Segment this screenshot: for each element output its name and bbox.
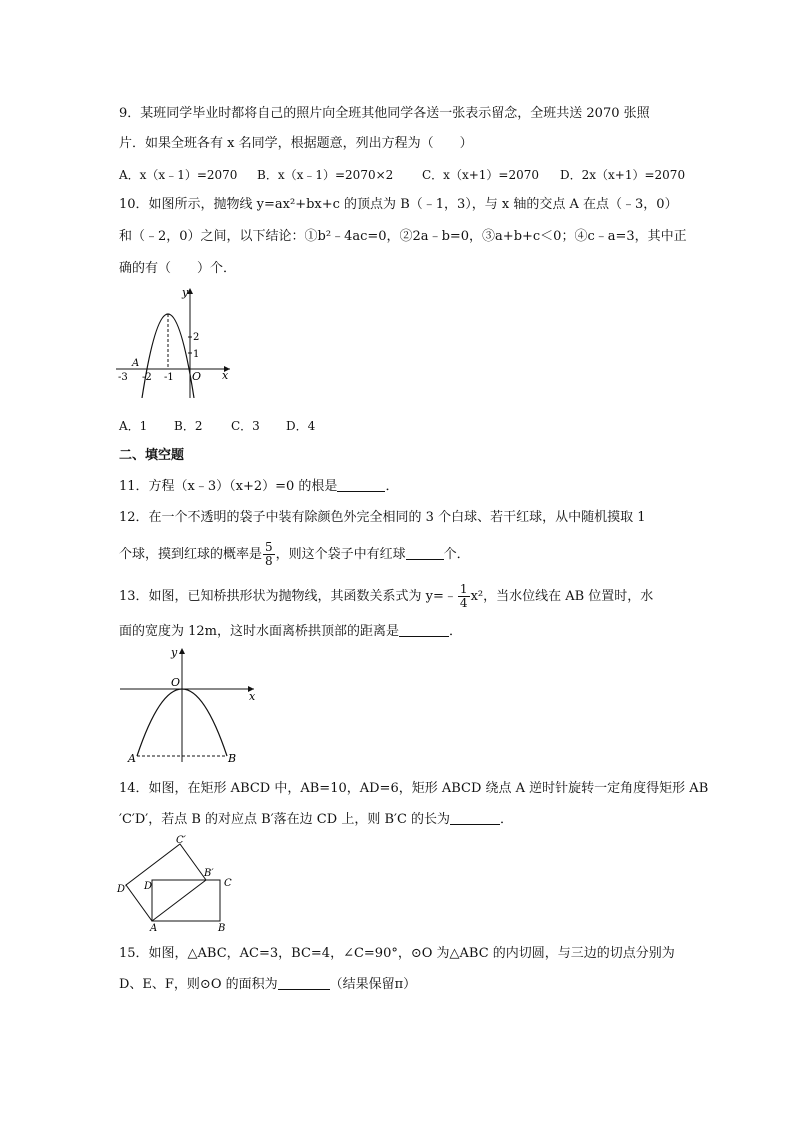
- q11-text: 11．方程（x﹣3）（x+2）=0 的根是: [119, 479, 338, 494]
- q13-text-c: 面的宽度为 12m，这时水面离桥拱顶部的距离是: [119, 624, 400, 639]
- q14-line-2: [119, 810, 513, 830]
- q14-answer-blank[interactable]: [450, 810, 500, 825]
- q10-option-b[interactable]: B．2: [174, 419, 203, 433]
- q14-rectangle-abcd: [152, 880, 220, 921]
- q9-option-b[interactable]: B．x（x﹣1）=2070×2: [257, 168, 394, 182]
- q9-option-c[interactable]: C．x（x+1）=2070: [422, 168, 540, 182]
- q14-label-d: D: [144, 881, 153, 892]
- q10-x-label: x: [222, 369, 229, 382]
- q10-option-c[interactable]: C．3: [231, 419, 260, 433]
- section-heading: 二、填空题: [119, 448, 185, 463]
- q10-option-a[interactable]: A．1: [119, 419, 148, 433]
- q12-text-a: 个球，摸到红球的概率是: [119, 547, 263, 562]
- q13-text-b: x²，当水位线在 AB 位置时，水: [470, 589, 654, 604]
- q10-line-2: 和（﹣2，0）之间，以下结论：①b²﹣4ac=0，②2a﹣b=0，③a+b+c＜0；④c﹣a=3，其中正: [119, 229, 687, 244]
- q10-options: [119, 416, 315, 436]
- q12-fraction-numerator: 5: [265, 540, 273, 554]
- q13-text-a: 13．如图，已知桥拱形状为抛物线，其函数关系式为 y=﹣: [119, 589, 457, 604]
- q10-tick-minus2: -2: [142, 372, 152, 383]
- q9-line-1: 9．某班同学毕业时都将自己的照片向全班其他同学各送一张表示留念，全班共送 2070 张照: [119, 106, 650, 121]
- q14-end: ．: [500, 812, 514, 827]
- q12-fraction-denominator: 8: [265, 554, 273, 568]
- q13-bridge-figure: [114, 644, 264, 766]
- q13-fraction-numerator: 1: [459, 582, 468, 596]
- q14-line-1: 14．如图，在矩形 ABCD 中，AB=10，AD=6，矩形 ABCD 绕点 A 逆时针旋转一定角度得矩形 AB: [119, 781, 709, 796]
- q12-end: 个．: [443, 547, 470, 562]
- q10-origin-label: O: [192, 370, 202, 383]
- q10-tick-minus3: -3: [118, 372, 128, 383]
- q11-answer-blank[interactable]: [337, 477, 385, 492]
- q14-label-c-prime: C′: [176, 835, 186, 846]
- q13-end: ．: [449, 624, 463, 639]
- q11-line: [119, 477, 398, 497]
- q9-option-d[interactable]: D．2x（x+1）=2070: [560, 168, 686, 182]
- q13-line-2: [119, 622, 462, 642]
- q13-line-1: [119, 580, 653, 614]
- q15-text-b: （结果保留π）: [329, 977, 417, 992]
- q12-line-2: [119, 538, 470, 572]
- q10-tick-1: 1: [193, 349, 200, 360]
- q14-rectangle-rotated: [126, 844, 206, 921]
- q13-fraction: [458, 583, 470, 610]
- q13-origin-label: O: [171, 676, 181, 689]
- q14-label-b: B: [218, 923, 226, 934]
- q10-tick-2: 2: [193, 332, 200, 343]
- q12-line-1: 12．在一个不透明的袋子中装有除颜色外完全相同的 3 个白球、若干红球，从中随机摸取 1: [119, 510, 646, 525]
- q15-line-1: 15．如图，△ABC，AC=3，BC=4，∠C=90°，⊙O 为△ABC 的内切圆，与三边的切点分别为: [119, 946, 675, 961]
- q15-text-a: D、E、F，则⊙O 的面积为: [119, 977, 278, 992]
- q13-x-label: x: [249, 690, 256, 703]
- q14-label-b-prime: B′: [204, 868, 214, 879]
- q10-line-1: 10．如图所示，抛物线 y=ax²+bx+c 的顶点为 B（﹣1，3），与 x 轴的交点 A 在点（﹣3，0）: [119, 197, 678, 212]
- q14-rectangle-figure: [114, 834, 244, 934]
- q11-end: ．: [385, 479, 399, 494]
- q13-y-arrow-icon: [179, 648, 185, 654]
- q10-point-a-label: A: [132, 358, 140, 369]
- q15-answer-blank[interactable]: [278, 975, 330, 990]
- q15-line-2: [119, 975, 416, 995]
- q9-line-2: 片．如果全班各有 x 名同学，根据题意，列出方程为（ ）: [119, 136, 473, 151]
- q9-option-a[interactable]: A．x（x﹣1）=2070: [119, 168, 238, 182]
- q12-text-b: ，则这个袋子中有红球: [275, 547, 406, 562]
- q13-fraction-denominator: 4: [459, 596, 468, 610]
- q14-label-a: A: [150, 923, 158, 934]
- q13-y-label: y: [171, 646, 178, 659]
- q10-option-d[interactable]: D．4: [286, 419, 316, 433]
- q10-tick-minus1: -1: [164, 372, 174, 383]
- q10-parabola-figure: [112, 284, 238, 404]
- q13-answer-blank[interactable]: [399, 622, 449, 637]
- q14-label-c: C: [224, 878, 232, 889]
- q14-label-d-prime: D′: [117, 884, 128, 895]
- q12-fraction: [263, 541, 275, 568]
- q14-text: ′C′D′，若点 B 的对应点 B′落在边 CD 上，则 B′C 的长为: [119, 812, 451, 827]
- q12-answer-blank[interactable]: [406, 545, 444, 560]
- q10-y-label: y: [182, 286, 189, 299]
- q13-point-a-label: A: [128, 752, 136, 765]
- q9-options: [119, 165, 685, 185]
- q10-line-3: 确的有（ ）个．: [119, 261, 237, 276]
- q13-point-b-label: B: [228, 752, 237, 765]
